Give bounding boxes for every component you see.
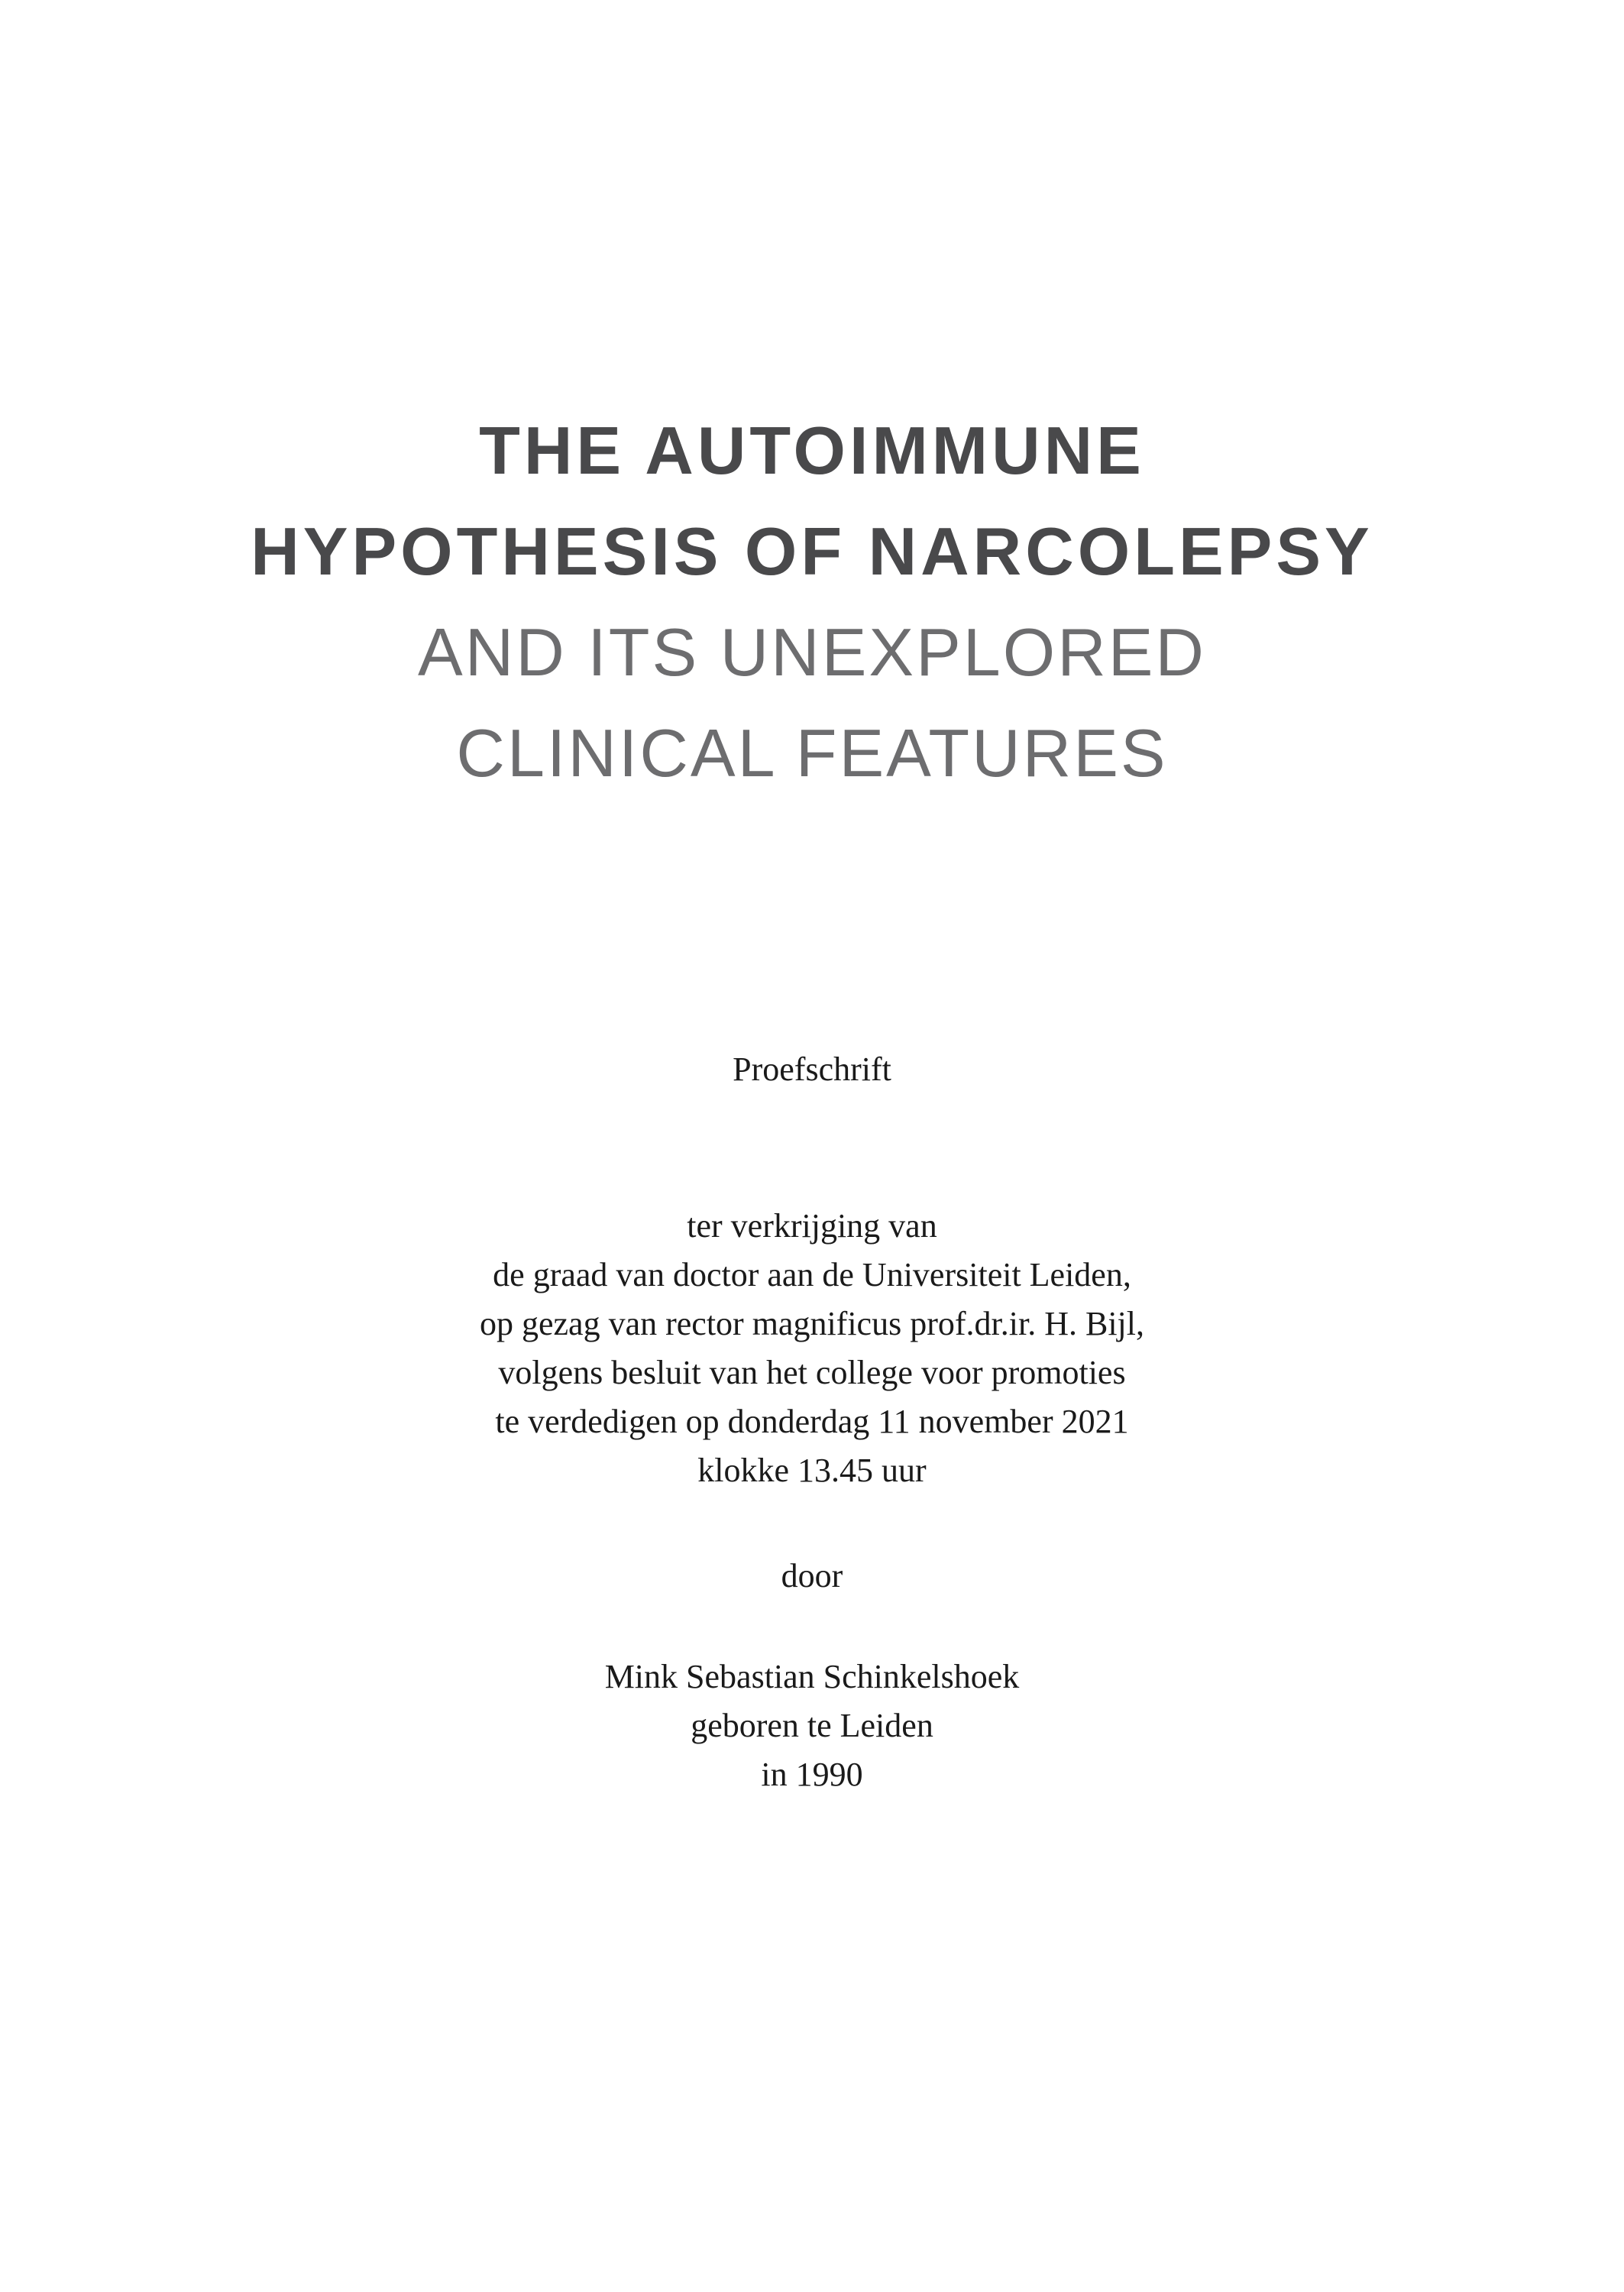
promotion-line-2: de graad van doctor aan de Universiteit Leiden,	[493, 1256, 1131, 1293]
thesis-type-label: Proefschrift	[733, 1050, 891, 1088]
author-block	[0, 1653, 1624, 1799]
title-line-1: THE AUTOIMMUNE	[479, 413, 1145, 488]
door-label: door	[781, 1557, 843, 1594]
author-birth-year: in 1990	[761, 1756, 863, 1793]
promotion-line-3: op gezag van rector magnificus prof.dr.ir. H. Bijl,	[480, 1305, 1144, 1342]
promotion-statement	[0, 1202, 1624, 1495]
promotion-line-4: volgens besluit van het college voor promoties	[498, 1354, 1126, 1391]
thesis-title	[0, 400, 1624, 804]
promotion-line-6: klokke 13.45 uur	[697, 1452, 927, 1489]
promotion-line-1: ter verkrijging van	[687, 1207, 937, 1245]
subtitle-line-2: CLINICAL FEATURES	[456, 715, 1168, 791]
author-birth-place: geboren te Leiden	[691, 1707, 933, 1744]
title-line-2: HYPOTHESIS OF NARCOLEPSY	[251, 513, 1373, 589]
subtitle-line-1: AND ITS UNEXPLORED	[418, 614, 1206, 690]
author-name: Mink Sebastian Schinkelshoek	[604, 1658, 1020, 1695]
promotion-line-5: te verdedigen op donderdag 11 november 2021	[495, 1403, 1129, 1440]
